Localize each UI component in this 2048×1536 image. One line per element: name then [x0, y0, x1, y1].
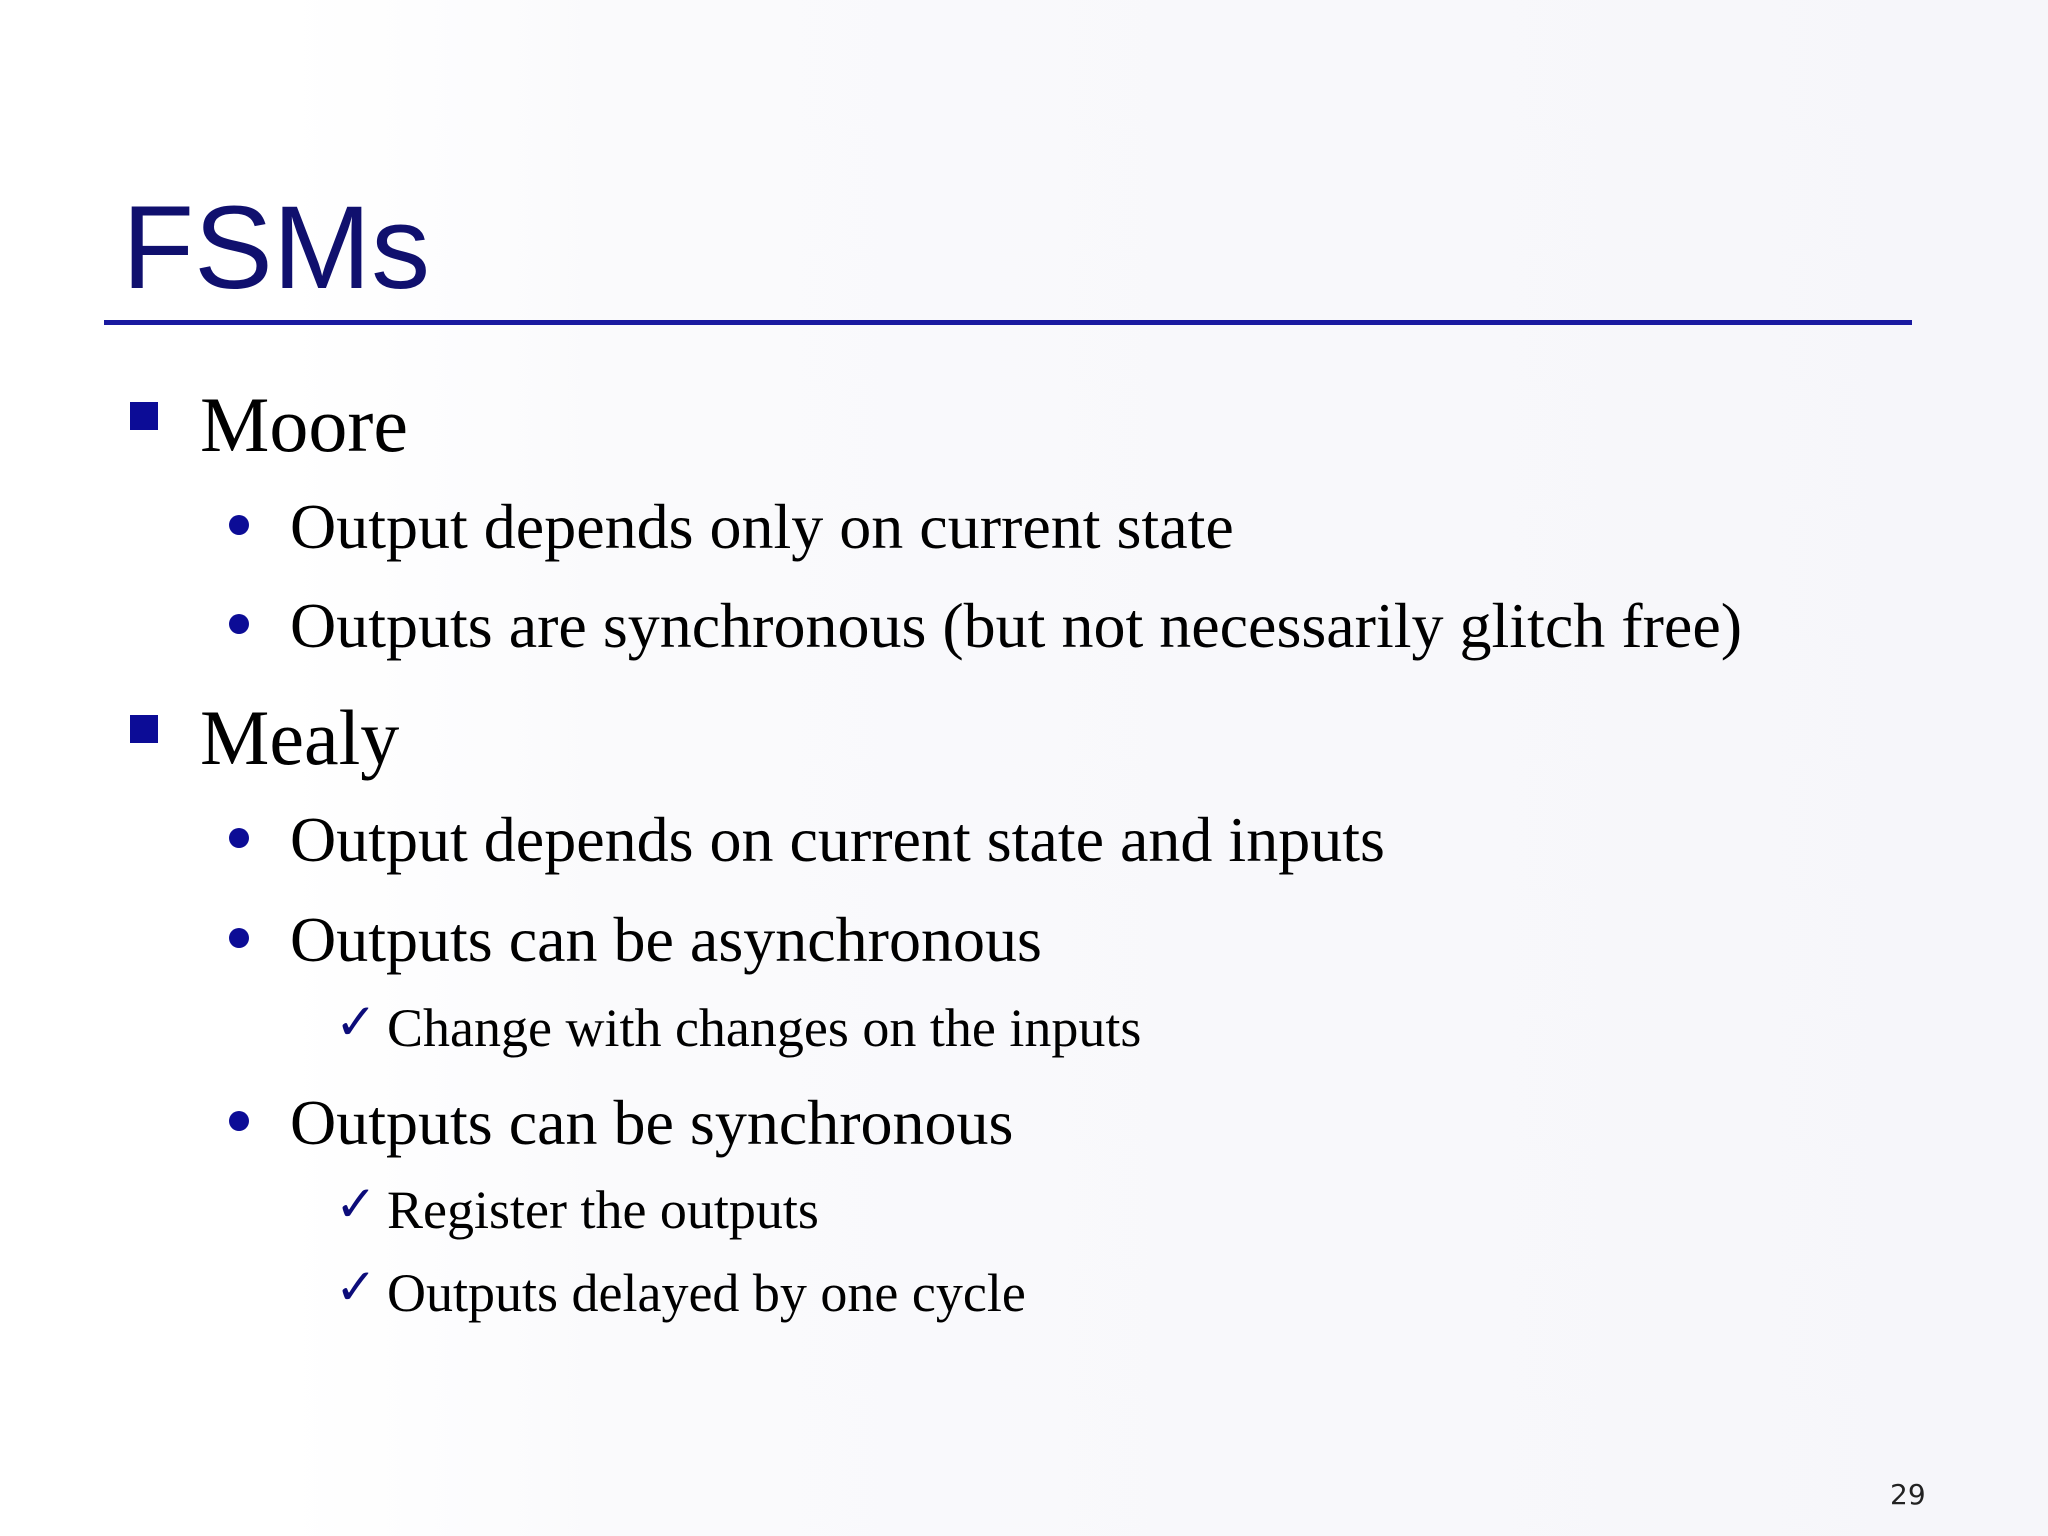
- subitem-label: Output depends only on current state: [290, 491, 1234, 562]
- checkmark-icon: ✓: [335, 1175, 377, 1233]
- subitem-label: Outputs are synchronous (but not necessarily glitch free): [290, 590, 1743, 661]
- detail-label: Change with changes on the inputs: [387, 998, 1142, 1058]
- bullet-moore: [200, 380, 408, 470]
- page-number: 29: [1890, 1478, 1926, 1511]
- checkmark-icon: ✓: [335, 993, 377, 1051]
- title-divider: [104, 320, 1912, 325]
- subitem-label: Outputs can be asynchronous: [290, 904, 1042, 975]
- bullet-label: Moore: [200, 381, 408, 468]
- detail-delayed-one-cycle: [335, 1258, 1026, 1324]
- subitem-mealy-synchronous-label: [290, 1085, 1013, 1161]
- round-bullet-icon: [229, 828, 249, 848]
- square-bullet-icon: [130, 402, 158, 430]
- round-bullet-icon: [229, 928, 249, 948]
- detail-register-outputs: [335, 1175, 819, 1241]
- round-bullet-icon: [229, 515, 249, 535]
- checkmark-icon: ✓: [335, 1258, 377, 1316]
- round-bullet-icon: [229, 614, 249, 634]
- subitem-moore-synchronous: [290, 588, 1742, 664]
- bullet-mealy: [200, 693, 399, 783]
- subitem-label: Output depends on current state and inputs: [290, 804, 1385, 875]
- bullet-label: Mealy: [200, 694, 400, 781]
- round-bullet-icon: [229, 1111, 249, 1131]
- detail-label: Outputs delayed by one cycle: [387, 1263, 1026, 1323]
- subitem-moore-output-state: [290, 489, 1234, 565]
- slide-title: FSMs: [122, 182, 431, 314]
- subitem-mealy-asynchronous: [290, 902, 1042, 978]
- subitem-label: Outputs can be synchronous: [290, 1087, 1014, 1158]
- subitem-mealy-output-state-inputs: [290, 802, 1385, 878]
- square-bullet-icon: [130, 715, 158, 743]
- detail-label: Register the outputs: [387, 1180, 819, 1240]
- detail-change-with-inputs: [335, 993, 1142, 1059]
